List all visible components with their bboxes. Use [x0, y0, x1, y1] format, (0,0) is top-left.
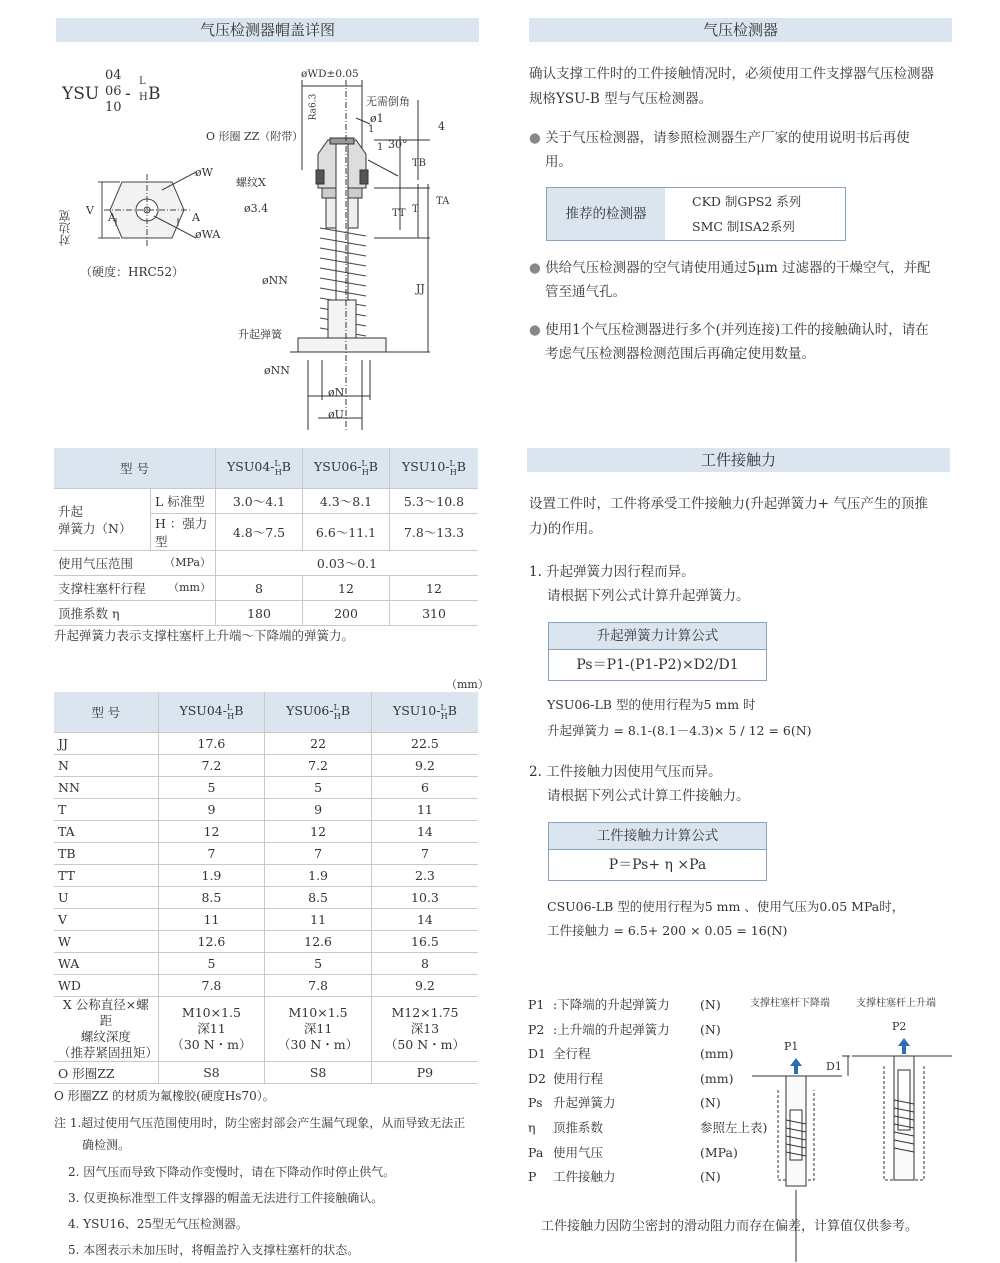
dim-cell: 1.9 [265, 865, 372, 887]
legend-unit: (N) [700, 1021, 721, 1037]
dim-cell: 7.8 [265, 975, 372, 997]
t-label: T [412, 204, 419, 215]
tb-label: TB [412, 158, 427, 169]
spec-row-pressure: 使用气压范围 （MPa） 0.03～0.1 [54, 551, 478, 576]
formula-contact [548, 822, 767, 881]
dimension-table [54, 692, 478, 1084]
dim-cell: 7 [371, 843, 478, 865]
dim-cell: 5 [158, 777, 265, 799]
dim-cell: 16.5 [371, 931, 478, 953]
contact-force-title: 工件接触力 [527, 448, 950, 472]
fig-p1-label: P1 [784, 1040, 799, 1053]
dim-cell: 7.2 [158, 755, 265, 777]
dim-cell: 9.2 [371, 975, 478, 997]
dim-cell: 12.6 [158, 931, 265, 953]
dim-cell: 10.3 [371, 887, 478, 909]
note-3: 3. 仅更换标准型工件支撑器的帽盖无法进行工件接触确认。 [68, 1191, 384, 1205]
jj-label: JJ [416, 282, 425, 295]
formula-contact-title: 工件接触力计算公式 [549, 823, 766, 850]
model-lh-bottom: H [139, 92, 148, 103]
legend-sym: P1 [528, 997, 545, 1012]
note-4: 4. YSU16、25型无气压检测器。 [68, 1217, 249, 1231]
u-label: øU [328, 408, 344, 421]
oring-label: O 形圈 ZZ（附带） [206, 130, 304, 143]
dim-cell: 8.5 [158, 887, 265, 909]
dim-row [54, 975, 478, 997]
spec-row-strong-type: H ：强力型 [151, 514, 216, 551]
bullet-2-cont: 管至通气孔。 [545, 284, 626, 300]
dim-cell: 9 [265, 799, 372, 821]
legend-unit: 参照左上表) [700, 1120, 768, 1135]
ta-label: TA [436, 196, 450, 207]
dim-cell: 7.8 [158, 975, 265, 997]
dim-cell: 6 [371, 777, 478, 799]
dim-row-label: WD [54, 975, 158, 997]
spec-row-standard-type: L 标准型 [151, 489, 216, 514]
dim-row [54, 931, 478, 953]
bullet-dot-icon: ● [529, 322, 541, 338]
dim-cell: 7 [265, 843, 372, 865]
dim-row-label: U [54, 887, 158, 909]
no-chamfer-label: 无需倒角 [366, 95, 410, 108]
model-size-10: 10 [105, 100, 122, 115]
note-material: O 形圈ZZ 的材质为氟橡胶(硬度Hs70）。 [54, 1089, 275, 1103]
dim-cell: 12 [158, 821, 265, 843]
detector-label: 推荐的检测器 [547, 188, 665, 240]
step-2-desc: 请根据下列公式计算工件接触力。 [547, 788, 750, 804]
spec-header-model: 型 号 [54, 448, 216, 489]
legend-desc: :下降端的升起弹簧力 [553, 997, 670, 1012]
bullet-1: ● 关于气压检测器，请参照检测器生产厂家的使用说明书后再使 [529, 130, 910, 146]
bullet-dot-icon: ● [529, 130, 541, 146]
dim-row-x: X 公称直径×螺距 螺纹深度 （推荐紧固扭矩） M10×1.5 深11 （30 N・m） M10×1.5 深11 （30 N・m） M12×1.75 深13 （50 N・m） [54, 997, 478, 1062]
spec-row-spring-label: 升起 弹簧力（N） [54, 489, 151, 551]
dim-row-label: TB [54, 843, 158, 865]
nn-label-1: øNN [262, 274, 288, 287]
contact-intro-1: 设置工件时，工件将承受工件接触力(升起弹簧力+ 气压产生的顶推 [529, 496, 928, 512]
dim-cell: 5 [158, 953, 265, 975]
spec-table [54, 448, 478, 626]
detector-intro-1: 确认支撑工件时的工件接触情况时，必须使用工件支撑器气压检测器 [529, 66, 934, 82]
dim-row-label: W [54, 931, 158, 953]
air-detector-title: 气压检测器 [529, 18, 952, 42]
dim-cell: 14 [371, 909, 478, 931]
dim-row-oring: O 形圈ZZ S8 S8 P9 [54, 1062, 478, 1084]
fig-down-label: 支撑柱塞杆下降端 [750, 998, 830, 1009]
model-lh-top: L [139, 76, 146, 87]
spec-header-ysu10: YSU10-$^L_H$B [390, 448, 479, 489]
legend-unit: (mm) [700, 1046, 734, 1062]
legend-desc: 顶推系数 [553, 1120, 604, 1135]
formula-spring [548, 622, 767, 681]
example-1a: YSU06-LB 型的使用行程为5 mm 时 [547, 697, 756, 712]
example-1b: 升起弹簧力 = 8.1-(8.1－4.3)× 5 / 12 = 6(N) [547, 723, 812, 738]
legend-sym: P2 [528, 1021, 545, 1037]
dim-cell: 14 [371, 821, 478, 843]
legend-sym: D1 [528, 1046, 546, 1062]
legend-unit: (N) [700, 997, 721, 1012]
dim-cell: 8 [371, 953, 478, 975]
v-dim-label: V [86, 204, 94, 217]
nn-label-2: øNN [264, 364, 290, 377]
dim-cell: 11 [371, 799, 478, 821]
detector-item-smc: SMC 制ISA2系列 [692, 219, 795, 234]
note-5: 5. 本图表示未加压时，将帽盖拧入支撑柱塞杆的状态。 [68, 1243, 360, 1257]
step-1: 1. 升起弹簧力因行程而异。 [529, 564, 695, 580]
fig-d1-label: D1 [826, 1060, 842, 1073]
fig-p2-label: P2 [892, 1020, 907, 1033]
side-width-label: 对边宽 [58, 210, 72, 246]
dim-table-header: 型 号 YSU04-$^L_H$B YSU06-$^L_H$B YSU10-$^L_H$B [54, 692, 478, 733]
dim-cell: 22.5 [371, 733, 478, 755]
spring-label: 升起弹簧 [238, 328, 282, 341]
legend-sym: Pa [528, 1144, 544, 1160]
legend-sym: D2 [528, 1070, 546, 1086]
dim-row [54, 733, 478, 755]
phi1-label: ø1 [370, 112, 384, 125]
bullet-1-cont: 用。 [545, 154, 572, 170]
legend-desc: 升起弹簧力 [553, 1095, 616, 1111]
bullet-3-cont: 考虑气压检测器检测范围后再确定使用数量。 [545, 346, 815, 362]
angle-30-label: 30° [388, 138, 408, 151]
dim-row-label: WA [54, 953, 158, 975]
dim-row [54, 821, 478, 843]
tt-label: TT [392, 208, 406, 219]
formula-contact-body: P＝Ps+ η ×Pa [608, 857, 707, 873]
spec-row-eta: 顶推系数 η 180 200 310 [54, 601, 478, 626]
dim-row [54, 909, 478, 931]
dim-cell: 22 [265, 733, 372, 755]
dim-cell: 9 [158, 799, 265, 821]
example-2b: 工件接触力 = 6.5+ 200 × 0.05 = 16(N) [547, 923, 788, 938]
legend-desc: 使用气压 [553, 1144, 604, 1160]
formula-spring-title: 升起弹簧力计算公式 [549, 623, 766, 650]
dim-cell: 5 [265, 953, 372, 975]
detector-table [546, 187, 846, 241]
dim-cell: 2.3 [371, 865, 478, 887]
dim-row [54, 887, 478, 909]
dim-row [54, 865, 478, 887]
dim-row [54, 755, 478, 777]
bullet-2: ● 供给气压检测器的空气请使用通过5μm 过滤器的干燥空气，并配 [529, 260, 931, 276]
dim-cell: 5 [265, 777, 372, 799]
legend-desc: 全行程 [553, 1046, 591, 1062]
example-2a: CSU06-LB 型的使用行程为5 mm 、使用气压为0.05 MPa时， [547, 899, 905, 914]
detector-intro-2: 规格YSU-B 型与气压检测器。 [529, 91, 713, 107]
step-2: 2. 工件接触力因使用气压而异。 [529, 764, 722, 780]
fig-up-label: 支撑柱塞杆上升端 [856, 998, 936, 1009]
dim-1b-label: 1 [377, 142, 384, 153]
dim-row-label: N [54, 755, 158, 777]
dim-cell: 17.6 [158, 733, 265, 755]
spec-row-spring-h: H ：强力型 4.8～7.5 6.6～11.1 7.8～13.3 [54, 514, 478, 551]
spec-row-spring-l: 升起 弹簧力（N） L 标准型 3.0～4.1 4.3～8.1 5.3～10.8 [54, 489, 478, 514]
thread-x-label: 螺纹X [236, 176, 266, 189]
model-size-06: 06 [105, 84, 122, 99]
legend-desc: 工件接触力 [553, 1169, 616, 1185]
legend-unit: (N) [700, 1095, 721, 1111]
dim-cell: 11 [158, 909, 265, 931]
dim-row-label: NN [54, 777, 158, 799]
dim-row-label: TT [54, 865, 158, 887]
note-1b: 确检测。 [82, 1138, 131, 1152]
dim-cell: 12.6 [265, 931, 372, 953]
dim-cell: 11 [265, 909, 372, 931]
step-1-desc: 请根据下列公式计算升起弹簧力。 [547, 588, 750, 604]
legend-sym: η [528, 1120, 536, 1135]
note-1a: 注 1.超过使用气压范围使用时，防尘密封部会产生漏气现象，从而导致无法正 [54, 1116, 466, 1130]
phi34-label: ø3.4 [244, 202, 269, 215]
dim-cell: 8.5 [265, 887, 372, 909]
detector-item-ckd: CKD 制GPS2 系列 [692, 194, 802, 209]
legend-sym: P [528, 1169, 537, 1185]
dim-1a-label: 1 [368, 124, 375, 135]
dim-row [54, 777, 478, 799]
dim-row-label: V [54, 909, 158, 931]
dim-unit-label: （mm） [446, 678, 489, 691]
legend-desc: 使用行程 [553, 1070, 604, 1086]
model-prefix: YSU [62, 84, 100, 104]
w-dim-label: øW [195, 166, 213, 179]
a-label-left: A [108, 211, 116, 224]
dim-row [54, 843, 478, 865]
a-label-right: A [192, 211, 200, 224]
hardness-label: （硬度：HRC52） [80, 265, 184, 279]
legend-sym: Ps [528, 1095, 543, 1111]
bullet-3: ● 使用1个气压检测器进行多个(并列连接)工件的接触确认时，请在 [529, 322, 929, 338]
legend-unit: (MPa) [700, 1144, 738, 1160]
wa-dim-label: øWA [195, 228, 221, 241]
note-2: 2. 因气压而导致下降动作变慢时，请在下降动作时停止供气。 [68, 1165, 396, 1179]
spec-table-header [54, 448, 478, 489]
spec-row-stroke: 支撑柱塞杆行程 （mm） 8 12 12 [54, 576, 478, 601]
bullet-dot-icon: ● [529, 260, 541, 276]
dim-4-label: 4 [438, 120, 445, 133]
dim-row-label: T [54, 799, 158, 821]
dim-row-label: TA [54, 821, 158, 843]
final-note: 工件接触力因防尘密封的滑动阻力而存在偏差，计算值仅供参考。 [541, 1219, 919, 1234]
dim-cell: 7 [158, 843, 265, 865]
dim-cell: 9.2 [371, 755, 478, 777]
cap-section-drawing [290, 80, 460, 430]
dim-row [54, 799, 478, 821]
wd-tolerance-label: øWD±0.05 [301, 68, 359, 80]
legend-unit: (N) [700, 1169, 721, 1185]
formula-spring-body: Ps＝P1-(P1-P2)×D2/D1 [576, 657, 739, 673]
dim-row [54, 953, 478, 975]
dim-cell: 1.9 [158, 865, 265, 887]
cap-detail-title: 气压检测器帽盖详图 [56, 18, 479, 42]
spec-header-ysu06: YSU06-$^L_H$B [303, 448, 390, 489]
ra-label: Ra6.3 [308, 93, 319, 121]
model-code [62, 68, 172, 118]
legend-desc: :上升端的升起弹簧力 [553, 1021, 670, 1037]
model-size-04: 04 [105, 68, 122, 83]
dim-cell: 12 [265, 821, 372, 843]
spec-header-ysu04: YSU04-$^L_H$B [216, 448, 303, 489]
model-dash: - [125, 84, 131, 104]
spec-note: 升起弹簧力表示支撑柱塞杆上升端～下降端的弹簧力。 [54, 628, 355, 643]
dim-row-label: JJ [54, 733, 158, 755]
model-suffix: B [148, 84, 161, 104]
legend-unit: (mm) [700, 1070, 734, 1086]
contact-intro-2: 力)的作用。 [529, 521, 602, 537]
dim-cell: 7.2 [265, 755, 372, 777]
n-label: øN [328, 386, 345, 399]
